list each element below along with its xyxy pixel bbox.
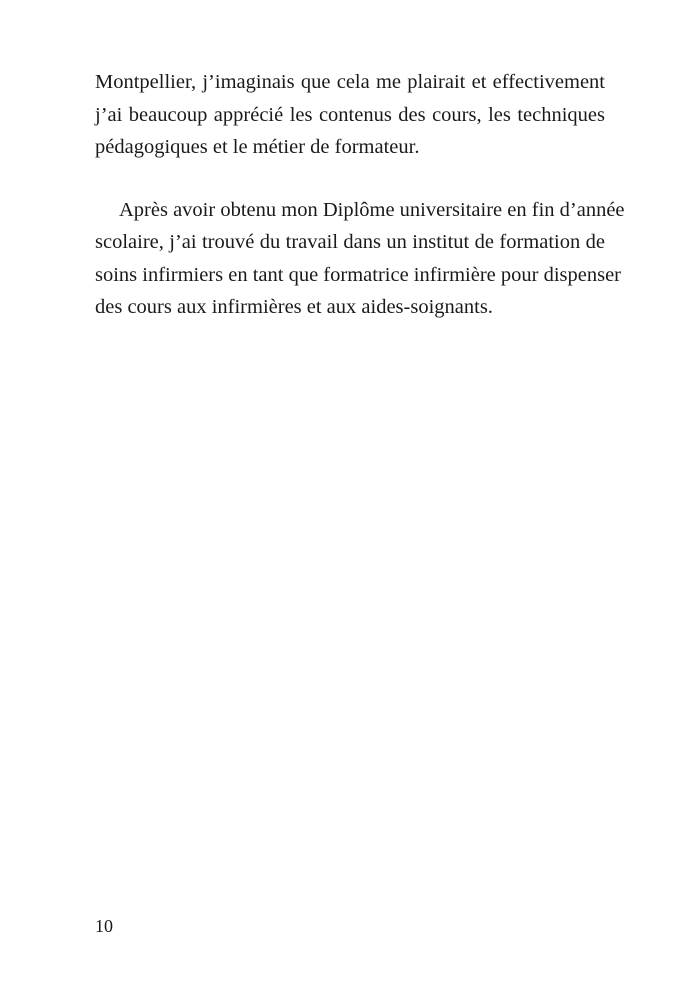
- paragraph-1: [95, 66, 605, 164]
- paragraph-spacing: [95, 164, 605, 194]
- text-line: Après avoir obtenu mon Diplôme universitaire en fin d’année: [119, 198, 625, 221]
- paragraph-2: [95, 194, 625, 324]
- page-number: 10: [95, 916, 113, 936]
- body-text: [95, 66, 625, 324]
- text-line: scolaire, j’ai trouvé du travail dans un institut de formation de: [95, 231, 605, 253]
- text-line: pédagogiques et le métier de formateur.: [95, 136, 420, 158]
- text-line: soins infirmiers en tant que formatrice infirmière pour dispenser: [95, 263, 622, 286]
- text-line: des cours aux infirmières et aux aides-soignants.: [95, 296, 493, 318]
- text-line: j’ai beaucoup apprécié les contenus des cours, les techniques: [95, 103, 605, 126]
- text-line: Montpellier, j’imaginais que cela me plairait et effectivement: [95, 71, 605, 93]
